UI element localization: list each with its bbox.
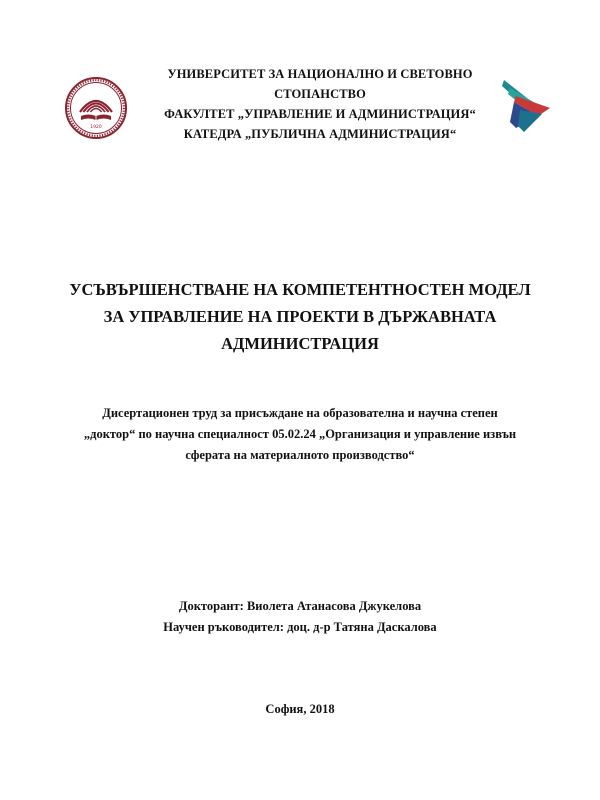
dissertation-subtitle <box>55 403 545 466</box>
title-line2: ЗА УПРАВЛЕНИЕ НА ПРОЕКТИ В ДЪРЖАВНАТА <box>103 307 497 326</box>
department-name: КАТЕДРА „ПУБЛИЧНА АДМИНИСТРАЦИЯ“ <box>183 127 457 141</box>
subtitle-line2: „доктор“ по научна специалност 05.02.24 „Организация и управление извън <box>83 427 517 441</box>
scientific-supervisor: Научен ръководител: доц. д-р Татяна Даскалова <box>163 620 437 634</box>
university-name-line2: СТОПАНСТВО <box>274 87 366 101</box>
subtitle-line1: Дисертационен труд за присъждане на образователна и научна степен <box>102 406 498 420</box>
faculty-name: ФАКУЛТЕТ „УПРАВЛЕНИЕ И АДМИНИСТРАЦИЯ“ <box>164 107 476 121</box>
dissertation-title <box>60 276 540 357</box>
title-line3: АДМИНИСТРАЦИЯ <box>221 334 379 353</box>
subtitle-line3: сферата на материалното производство“ <box>185 448 415 462</box>
institution-header <box>140 64 500 144</box>
place-and-year: София, 2018 <box>265 702 335 716</box>
doctoral-candidate: Докторант: Виолета Атанасова Джукелова <box>178 599 422 613</box>
chevron-arrows-logo-icon <box>502 74 554 138</box>
svg-text:1920: 1920 <box>90 125 102 130</box>
university-name-line1: УНИВЕРСИТЕТ ЗА НАЦИОНАЛНО И СВЕТОВНО <box>167 67 473 81</box>
authors-block <box>100 596 500 638</box>
unwe-university-seal-icon <box>64 76 128 140</box>
title-line1: УСЪВЪРШЕНСТВАНЕ НА КОМПЕТЕНТНОСТЕН МОДЕЛ <box>69 280 531 299</box>
